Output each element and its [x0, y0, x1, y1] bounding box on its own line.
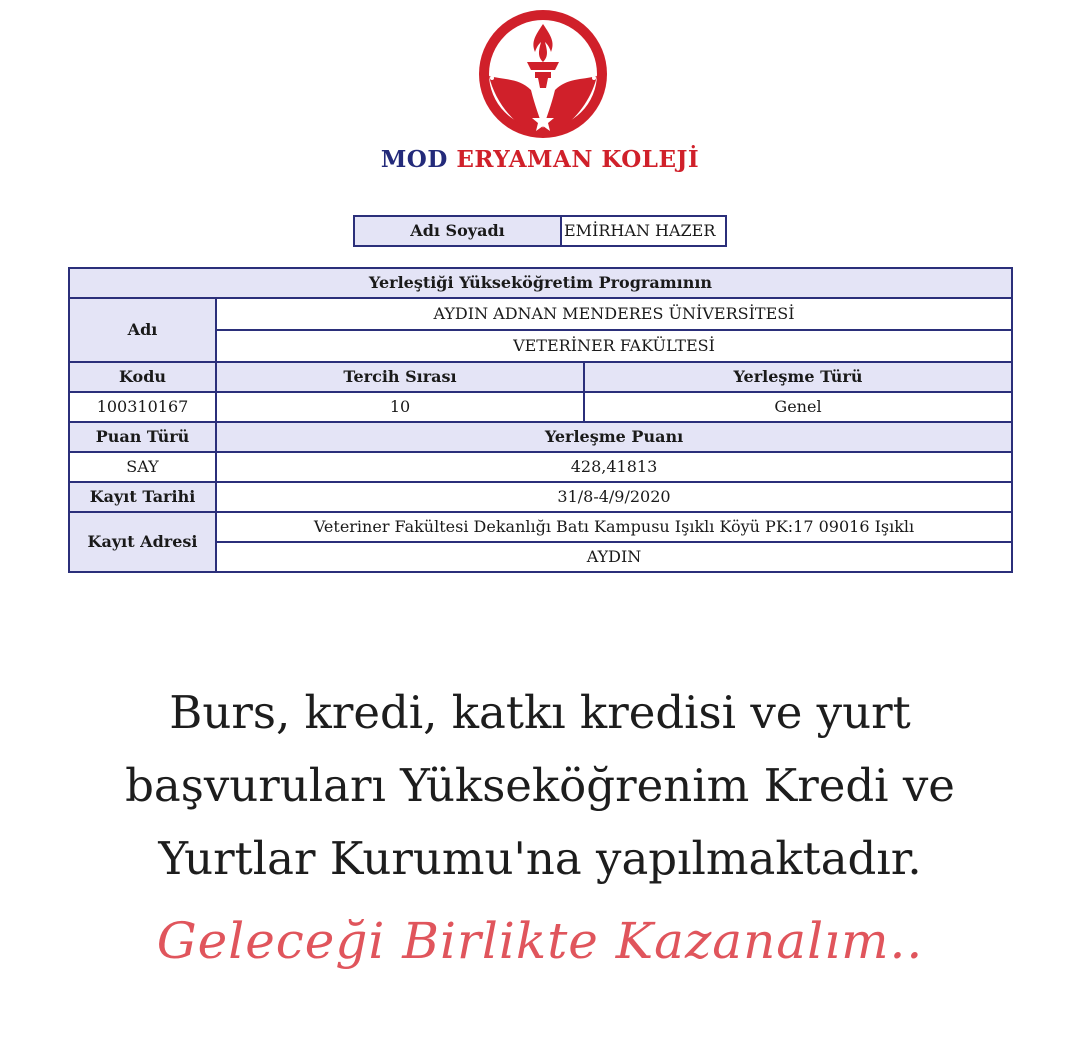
preference-label: Tercih Sırası [216, 362, 584, 392]
code-label: Kodu [69, 362, 216, 392]
faculty-name: VETERİNER FAKÜLTESİ [216, 330, 1012, 362]
notice-line-1: Burs, kredi, katkı kredisi ve yurt [169, 686, 911, 739]
slogan: Geleceği Birlikte Kazanalım.. [156, 912, 924, 970]
notice-line-2: başvuruları Yükseköğrenim Kredi ve [125, 759, 955, 812]
placement-table [68, 267, 1013, 573]
score-type-value: SAY [69, 452, 216, 482]
code-value: 100310167 [69, 392, 216, 422]
notice-text [40, 676, 1040, 895]
program-name-label: Adı [69, 298, 216, 362]
score-label: Yerleşme Puanı [216, 422, 1012, 452]
notice-line-3: Yurtlar Kurumu'na yapılmaktadır. [158, 832, 922, 885]
score-type-label: Puan Türü [69, 422, 216, 452]
student-name-table [353, 215, 727, 247]
preference-value: 10 [216, 392, 584, 422]
placement-type-label: Yerleşme Türü [584, 362, 1012, 392]
university-name: AYDIN ADNAN MENDERES ÜNİVERSİTESİ [216, 298, 1012, 330]
registration-address-label: Kayıt Adresi [69, 512, 216, 572]
registration-date-value: 31/8-4/9/2020 [216, 482, 1012, 512]
school-name-part2: ERYAMAN KOLEJİ [456, 146, 700, 173]
registration-date-label: Kayıt Tarihi [69, 482, 216, 512]
placement-type-value: Genel [584, 392, 1012, 422]
program-title: Yerleştiği Yükseköğretim Programının [69, 268, 1012, 298]
score-value: 428,41813 [216, 452, 1012, 482]
student-name-label: Adı Soyadı [354, 216, 561, 246]
school-logo [475, 6, 611, 142]
school-name [0, 146, 1080, 173]
registration-address-line2: AYDIN [216, 542, 1012, 572]
registration-address-line1: Veteriner Fakültesi Dekanlığı Batı Kampusu Işıklı Köyü PK:17 09016 Işıklı [216, 512, 1012, 542]
school-name-part1: MOD [380, 146, 448, 173]
student-name-value: EMİRHAN HAZER [561, 216, 726, 246]
